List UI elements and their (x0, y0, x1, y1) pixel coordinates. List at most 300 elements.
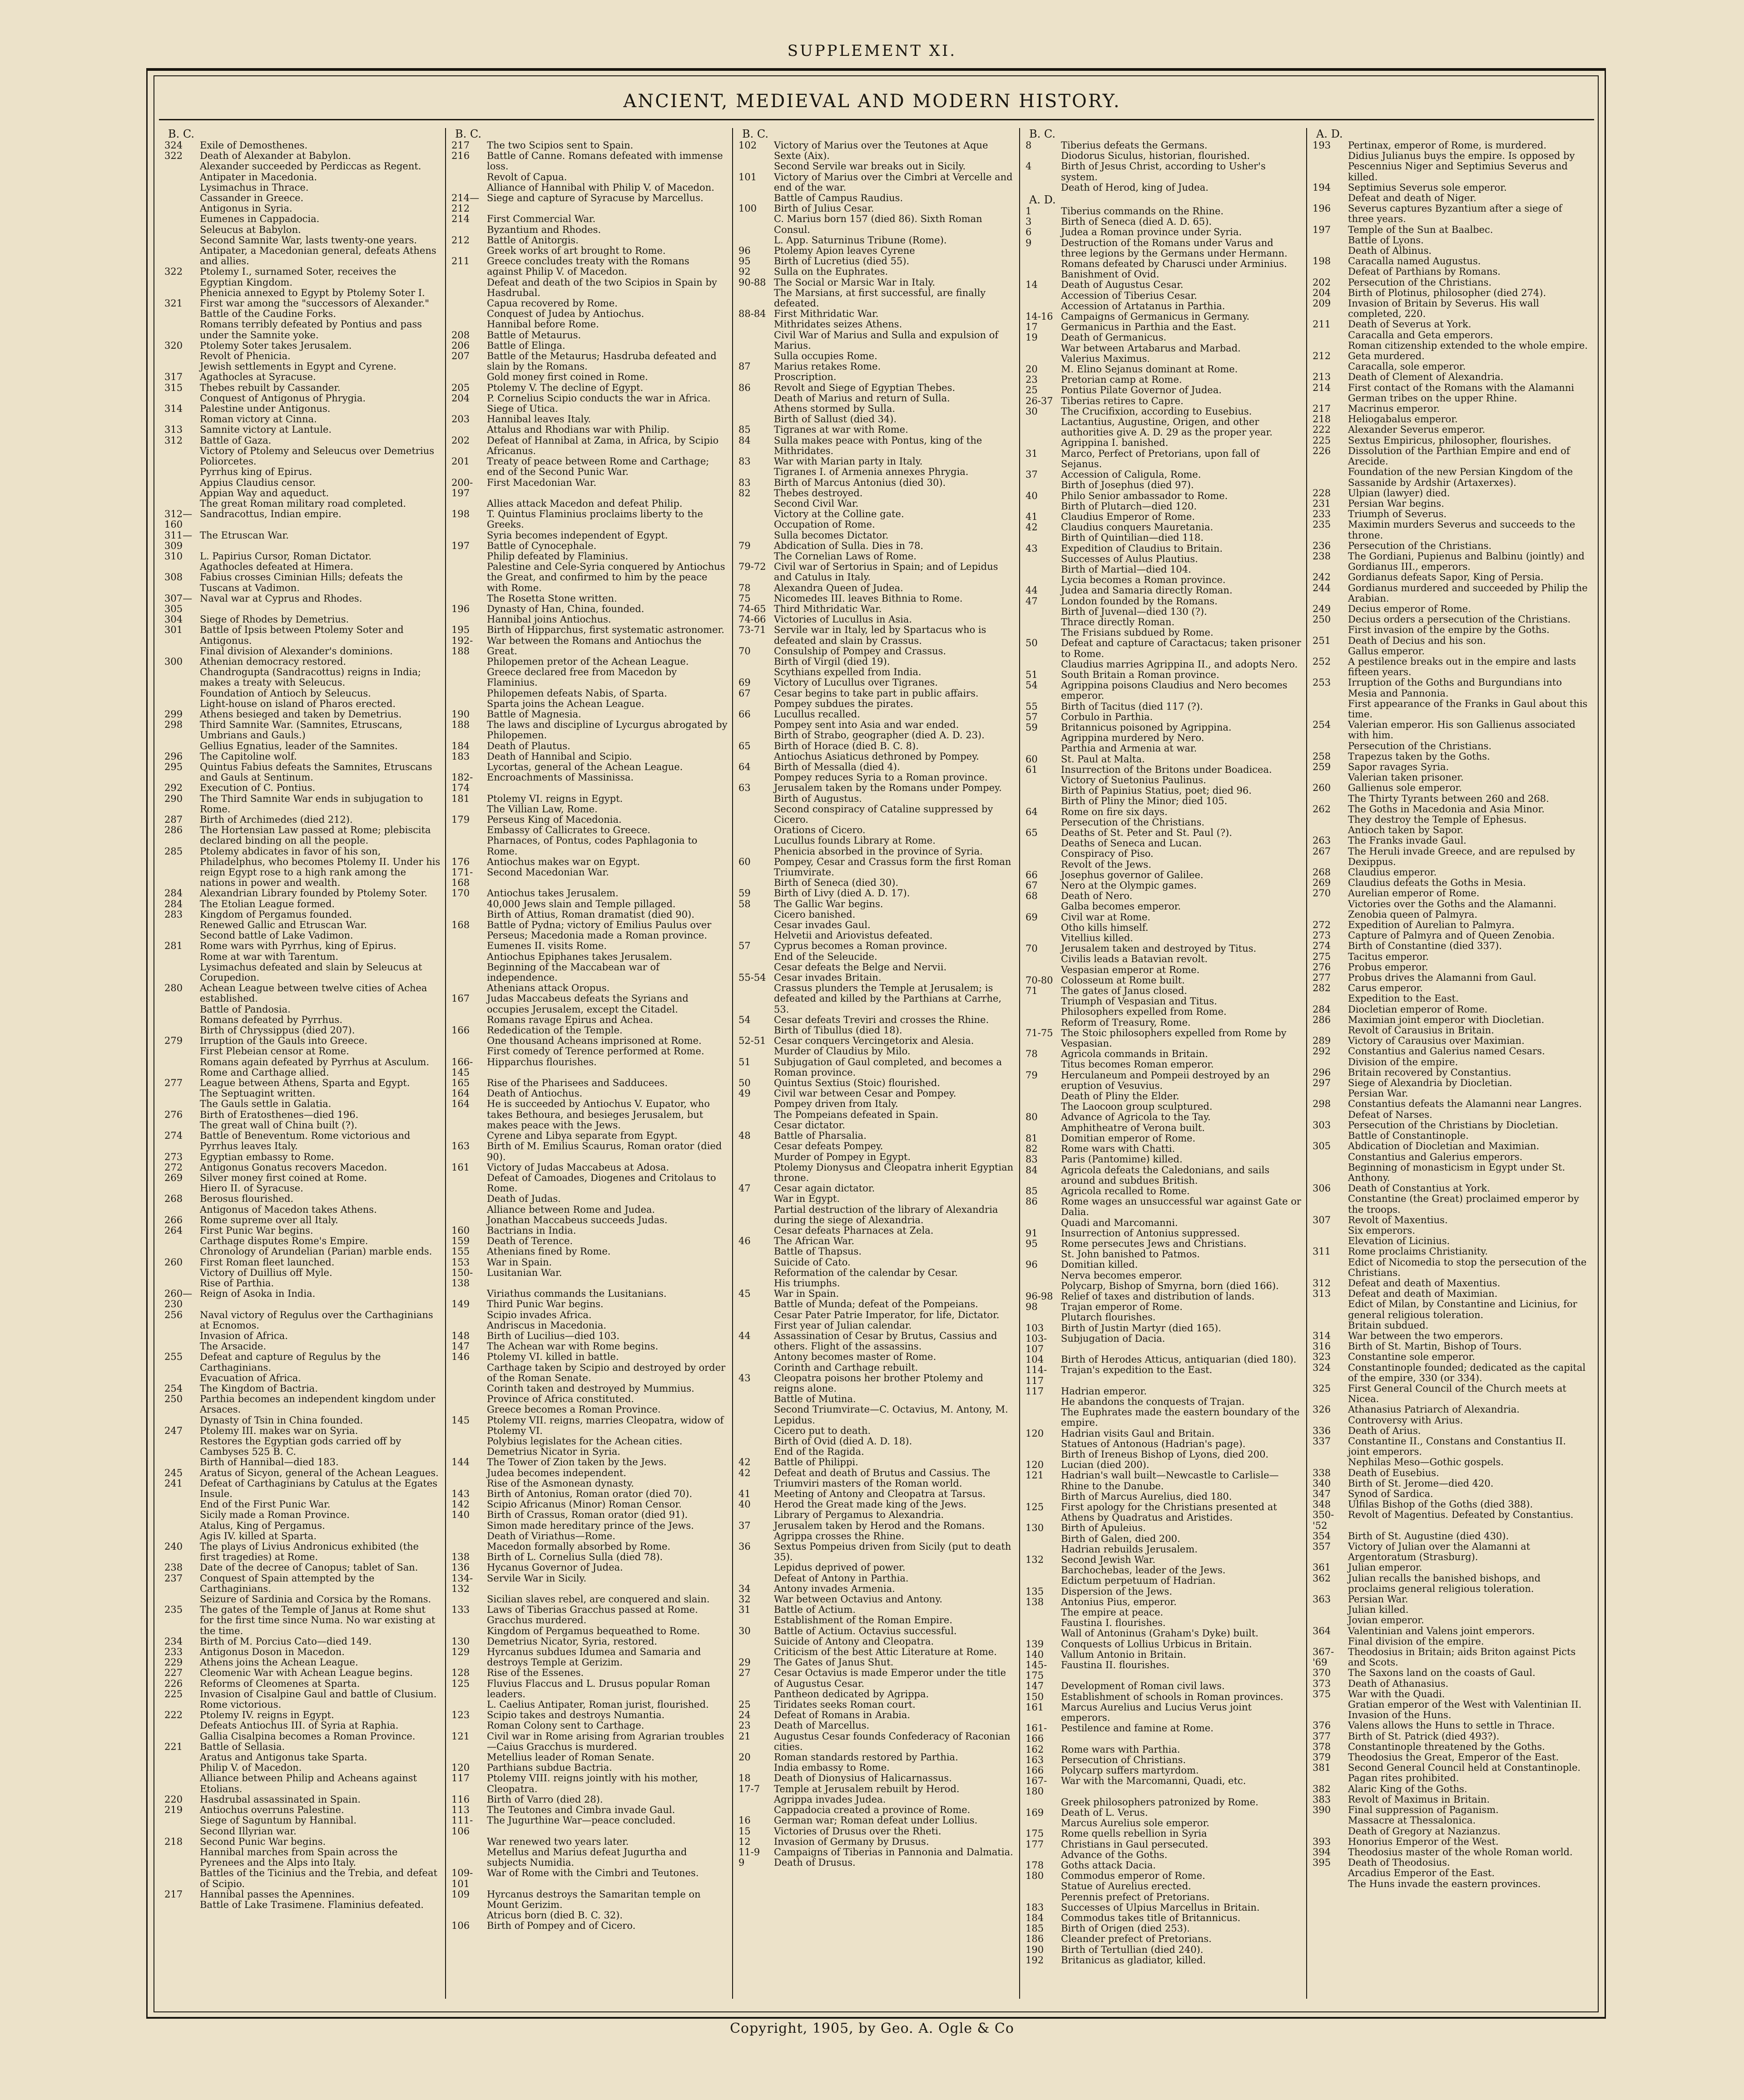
entry-event: Reign of Asoka in India. (200, 1288, 316, 1300)
entry-event: Kingdom of Pergamus bequeathed to Rome. (487, 1625, 700, 1636)
timeline-entry (738, 1352, 1015, 1362)
entry-event: Battle of Actium. (774, 1604, 856, 1616)
entry-event: Fabius crosses Ciminian Hills; defeats the Tuscans at Vadimon. (200, 572, 403, 593)
entry-event: London founded by the Romans. (1061, 595, 1218, 607)
timeline-entry (451, 383, 728, 393)
entry-year: 83 (738, 456, 751, 467)
entry-year (451, 225, 487, 235)
entry-year: 14-16 (1026, 311, 1053, 322)
entry-event: Valerian taken prisoner. (1348, 772, 1464, 783)
timeline-entry (1313, 741, 1590, 751)
entry-event: War in Spain. (487, 1256, 552, 1268)
entry-year: 147 (1026, 1680, 1044, 1692)
timeline-entry (164, 1162, 441, 1173)
entry-event: Encroachments of Massinissa. (487, 772, 634, 783)
entry-event: Marius retakes Rome. (774, 361, 881, 372)
timeline-entry (1313, 846, 1590, 867)
entry-year (738, 657, 774, 667)
entry-year (738, 1562, 774, 1573)
entry-year: 307 (1313, 1214, 1331, 1225)
timeline-entry (738, 1331, 1015, 1352)
entry-event: Marco, Perfect of Pretorians, upon fall of Sejanus. (1061, 448, 1259, 469)
timeline-entry (738, 762, 1015, 772)
entry-event: Birth of St. Martin, Bishop of Tours. (1348, 1341, 1522, 1352)
timeline-entry (738, 952, 1015, 962)
timeline-entry (738, 1110, 1015, 1120)
entry-event: Defeat of Hannibal at Zama, in Africa, by Scipio Africanus. (487, 435, 719, 456)
timeline-entry (1313, 699, 1590, 720)
timeline-entry (451, 1415, 728, 1436)
entry-event: Alexander Severus emperor. (1348, 424, 1486, 435)
timeline-entry (738, 1689, 1015, 1700)
entry-year: 229 (164, 1657, 183, 1668)
timeline-entry (1026, 449, 1302, 469)
entry-event: Constantine (the Great) proclaimed emperor by the troops. (1348, 1193, 1579, 1215)
entry-year (738, 920, 774, 930)
timeline-entry (738, 920, 1015, 930)
entry-year (451, 1720, 487, 1731)
timeline-entry (1026, 1818, 1302, 1828)
timeline-entry (738, 1120, 1015, 1131)
timeline-entry (164, 1173, 441, 1183)
timeline-entry (451, 1320, 728, 1331)
entry-event: Romans again defeated by Pyrrhus at Asculum. (200, 1056, 430, 1067)
timeline-entry (1026, 1397, 1302, 1407)
timeline-entry (164, 709, 441, 720)
entry-year (1026, 417, 1061, 438)
entry-year: 146 (451, 1351, 470, 1363)
entry-year (1026, 183, 1061, 193)
entry-year (164, 1373, 200, 1384)
entry-year (1313, 1162, 1348, 1183)
entry-year: 51 (1026, 669, 1038, 680)
entry-year (1313, 1615, 1348, 1626)
entry-year (1026, 1850, 1061, 1860)
entry-event: Hipparchus flourishes. (487, 1056, 597, 1067)
entry-event: Reform of Treasury, Rome. (1061, 1017, 1191, 1028)
entry-event: Defeat and death of Brutus and Cassius. The Triumviri masters of the Roman world. (774, 1467, 991, 1489)
entry-event: Consulship of Pompey and Crassus. (774, 645, 946, 657)
timeline-entry (1313, 920, 1590, 930)
entry-year (164, 646, 200, 657)
entry-event: Defeat of Carthaginians by Catulus at the Egates Insule. (200, 1477, 438, 1499)
entry-year: 393 (1313, 1836, 1331, 1847)
entry-year: 73-71 (738, 624, 766, 636)
entry-event: Byzantium and Rhodes. (487, 224, 601, 235)
entry-year (164, 1773, 200, 1794)
timeline-entry (164, 341, 441, 351)
timeline-entry (1026, 986, 1302, 996)
entry-year: 34 (738, 1583, 751, 1594)
entry-event: Agricola recalled to Rome. (1061, 1185, 1190, 1196)
timeline-entry (451, 404, 728, 414)
entry-year: 233 (164, 1646, 183, 1658)
entry-event: Birth of M. Emilius Scaurus, Roman orator (died 90). (487, 1141, 722, 1162)
entry-year (164, 235, 200, 246)
entry-year (1026, 291, 1061, 301)
entry-year (451, 1542, 487, 1552)
entry-year: 70 (1026, 943, 1038, 954)
entry-event: Romans terribly defeated by Pontius and pass under the Samnite yoke. (200, 319, 422, 341)
timeline-entry (738, 1394, 1015, 1404)
entry-year (738, 519, 774, 530)
entry-event: Silver money first coined at Rome. (200, 1172, 367, 1183)
entry-event: First year of Julian calendar. (774, 1319, 912, 1331)
timeline-entry (451, 1847, 728, 1868)
timeline-entry (1313, 825, 1590, 835)
entry-event: Valentinian and Valens joint emperors. (1348, 1625, 1535, 1636)
entry-year (738, 1436, 774, 1447)
entry-year (1026, 301, 1061, 311)
timeline-entry (1026, 1871, 1302, 1881)
entry-event: Aratus of Sicyon, general of the Achean Leagues. (200, 1467, 439, 1478)
entry-year (738, 1110, 774, 1120)
timeline-entry (164, 309, 441, 319)
entry-event: Cesar defeats the Belge and Nervii. (774, 961, 947, 973)
timeline-entry (1026, 1270, 1302, 1281)
entry-event: Herculaneum and Pompeii destroyed by an eruption of Vesuvius. (1061, 1069, 1270, 1091)
entry-year (164, 1415, 200, 1426)
entry-year: 250 (164, 1393, 183, 1405)
timeline-entry (451, 1552, 728, 1562)
entry-event: Invasion of Africa. (200, 1330, 288, 1341)
timeline-entry (164, 1152, 441, 1162)
timeline-entry (1313, 657, 1590, 677)
entry-year (164, 920, 200, 930)
timeline-entry (1026, 1428, 1302, 1439)
entry-event: Chronology of Arundelian (Parian) marble ends. (200, 1246, 432, 1257)
entry-event: Philip defeated by Flaminius. (487, 550, 629, 562)
entry-year: 90-88 (738, 277, 766, 288)
entry-event: War renewed two years later. (487, 1836, 629, 1847)
timeline-entry (738, 562, 1015, 583)
timeline-entry (164, 203, 441, 214)
timeline-entry (164, 1036, 441, 1046)
timeline-entry (738, 825, 1015, 835)
entry-event: Corbulo in Parthia. (1061, 711, 1153, 722)
entry-year (738, 372, 774, 382)
entry-year (738, 193, 774, 203)
entry-year: 96-98 (1026, 1290, 1053, 1302)
timeline-entry (1026, 860, 1302, 870)
entry-year: 256 (164, 1309, 183, 1320)
timeline-entry (738, 1025, 1015, 1036)
entry-year: 213 (1313, 371, 1331, 383)
timeline-entry (1026, 1639, 1302, 1650)
entry-event: Atalus, King of Pergamus. (200, 1520, 325, 1531)
entry-event: Temple of the Sun at Baalbec. (1348, 224, 1493, 235)
entry-event: Augustus Cesar founds Confederacy of Raconian cities. (774, 1730, 1011, 1752)
entry-event: T. Quintus Flaminius proclaims liberty to the Greeks. (487, 509, 703, 530)
entry-year: 98 (1026, 1301, 1038, 1313)
entry-event: Sulla makes peace with Pontus, king of the Mithridates. (774, 435, 982, 456)
timeline-entry (1313, 930, 1590, 941)
timeline-entry (1313, 1225, 1590, 1236)
timeline-entry (1313, 1815, 1590, 1826)
entry-year (1026, 151, 1061, 161)
entry-year (164, 172, 200, 183)
timeline-entry (451, 741, 728, 751)
timeline-entry (1026, 183, 1302, 193)
timeline-entry (738, 1773, 1015, 1784)
timeline-entry (164, 962, 441, 983)
entry-year (738, 404, 774, 414)
timeline-entry (164, 825, 441, 846)
timeline-entry (451, 1289, 728, 1299)
entry-event: Victories over the Goths and the Alamanni. (1348, 898, 1557, 909)
timeline-entry (738, 625, 1015, 646)
entry-year: 340 (1313, 1477, 1331, 1489)
entry-event: Athens joins the Achean League. (200, 1657, 358, 1668)
timeline-entry (1026, 838, 1302, 849)
timeline-entry (451, 1815, 728, 1836)
timeline-entry (1313, 1025, 1590, 1036)
entry-event: Thebes destroyed. (774, 487, 863, 499)
entry-year: 301 (164, 624, 183, 636)
timeline-entry (164, 267, 441, 287)
entry-event: Julian killed. (1348, 1604, 1409, 1616)
timeline-entry (738, 1594, 1015, 1605)
timeline-entry (738, 1141, 1015, 1151)
timeline-entry (164, 1710, 441, 1720)
entry-year: 166 (451, 1025, 470, 1036)
entry-year (1313, 772, 1348, 783)
entry-year: 312—160 (164, 509, 193, 530)
entry-event: First invasion of the empire by the Goths. (1348, 624, 1550, 636)
timeline-entry (738, 161, 1015, 172)
entry-year (1026, 1397, 1061, 1407)
entry-year (738, 962, 774, 973)
timeline-entry (738, 1257, 1015, 1268)
timeline-entry (738, 246, 1015, 256)
entry-event: Battle of Thapsus. (774, 1246, 862, 1257)
entry-event: Viriathus commands the Lusitanians. (487, 1288, 667, 1300)
entry-event: Battle of Beneventum. Rome victorious and Pyrrhus leaves Italy. (200, 1130, 411, 1152)
entry-event: First apology for the Christians presented at Athens by Quadratus and Aristides. (1061, 1502, 1277, 1523)
entry-event: Conquests of Lollius Urbicus in Britain. (1061, 1638, 1252, 1650)
timeline-entry (738, 1183, 1015, 1194)
entry-year (164, 1594, 200, 1605)
timeline-entry (1313, 1868, 1590, 1878)
entry-year: 337 (1313, 1435, 1331, 1447)
entry-year: 150-138 (451, 1267, 473, 1289)
entry-event: Birth of Strabo, geographer (died A. D. 23). (774, 730, 985, 741)
entry-year: 276 (164, 1109, 183, 1120)
timeline-entry (451, 1531, 728, 1542)
entry-year (738, 414, 774, 425)
entry-year: 138 (1026, 1596, 1044, 1607)
entry-event: Irruption of the Gauls into Greece. (200, 1035, 368, 1047)
entry-event: Claudius defeats the Goths in Mesia. (1348, 877, 1526, 889)
timeline-entry (1313, 541, 1590, 551)
timeline-entry (738, 1847, 1015, 1858)
entry-event: His triumphs. (774, 1277, 840, 1289)
entry-event: Birth of Constantine (died 337). (1348, 940, 1502, 952)
entry-year (738, 772, 774, 783)
entry-event: Aratus and Antigonus take Sparta. (200, 1752, 367, 1763)
entry-year: 231 (1313, 498, 1331, 509)
entry-event: Ulfilas Bishop of the Goths (died 388). (1348, 1499, 1533, 1510)
entry-event: Invasion of Cisalpine Gaul and battle of Clusium. Rome victorious. (200, 1688, 437, 1710)
entry-event: Birth of Pompey and of Cicero. (487, 1920, 636, 1932)
entry-event: Goths attack Dacia. (1061, 1859, 1156, 1871)
timeline-entry (451, 414, 728, 425)
entry-event: Expedition of Claudius to Britain. (1061, 543, 1223, 554)
entry-year (164, 214, 200, 224)
entry-year (738, 351, 774, 361)
entry-event: Antigonus of Macedon takes Athens. (200, 1204, 377, 1215)
timeline-entry (1026, 161, 1302, 182)
entry-year: 394 (1313, 1846, 1331, 1858)
entry-event: Appius Claudius censor. (200, 477, 316, 488)
timeline-entry (164, 478, 441, 488)
entry-event: Vallum Antonio in Britain. (1061, 1649, 1186, 1660)
timeline-entry (1026, 1502, 1302, 1523)
entry-event: The Crucifixion, according to Eusebius. (1061, 405, 1252, 417)
entry-year: 168 (451, 919, 470, 931)
entry-year (738, 393, 774, 404)
entry-year: 171-168 (451, 867, 473, 889)
timeline-entry (451, 1215, 728, 1225)
entry-year: 149 (451, 1299, 470, 1310)
entry-year: 383 (1313, 1794, 1331, 1805)
entry-event: Lucullus recalled. (774, 708, 860, 720)
entry-year (738, 952, 774, 962)
timeline-entry (738, 593, 1015, 604)
entry-event: Agrippa crosses the Rhine. (774, 1530, 905, 1542)
entry-event: Banishment of Ovid. (1061, 269, 1159, 280)
entry-event: Greece declared free from Macedon by Flaminius. (487, 667, 677, 688)
timeline-entry (164, 1099, 441, 1109)
entry-event: Rome persecutes Jews and Christians. (1061, 1238, 1247, 1249)
entry-year (164, 1720, 200, 1731)
timeline-entry (164, 1394, 441, 1415)
entry-year (1313, 1457, 1348, 1468)
entry-year (451, 1404, 487, 1415)
entry-year: 324 (1313, 1362, 1331, 1373)
entry-event: Murder of Pompey in Egypt. (774, 1151, 911, 1162)
entry-event: Gellius Egnatius, leader of the Samnites. (200, 740, 398, 751)
entry-year (738, 214, 774, 235)
timeline-entry (1026, 1154, 1302, 1165)
timeline-entry (1313, 225, 1590, 235)
entry-year: 255 (164, 1351, 183, 1363)
entry-event: Constantius and Galerius named Cesars. (1348, 1046, 1545, 1057)
entry-event: Quintus Sextius (Stoic) flourished. (774, 1077, 940, 1089)
entry-event: Battle of Munda; defeat of the Pompeians. (774, 1299, 978, 1310)
entry-event: Victory at the Colline gate. (774, 509, 904, 520)
entry-event: Pontius Pilate Governor of Judea. (1061, 385, 1222, 396)
entry-year: 197 (451, 540, 470, 551)
entry-event: Beginning of monasticism in Egypt under St. Anthony. (1348, 1161, 1566, 1183)
entry-year (164, 467, 200, 477)
timeline-entry (164, 741, 441, 751)
entry-year: 227 (164, 1667, 183, 1679)
entry-event: The Saxons land on the coasts of Gaul. (1348, 1667, 1536, 1679)
entry-event: Theodosius master of the whole Roman world. (1348, 1846, 1573, 1858)
entry-event: Capture of Palmyra and of Queen Zenobia. (1348, 930, 1555, 941)
entry-event: Victory of Marius over the Teutones at Aque Sexte (Aix). (774, 140, 988, 162)
timeline-entry (164, 1120, 441, 1131)
entry-year: 285 (164, 845, 183, 857)
entry-event: Revolt of Carausius in Britain. (1348, 1025, 1494, 1036)
timeline-entry (1026, 1492, 1302, 1502)
entry-year: 286 (164, 825, 183, 836)
timeline-entry (1026, 354, 1302, 364)
timeline-entry (738, 1668, 1015, 1689)
entry-event: Roman citizenship extended to the whole empire. (1348, 340, 1588, 351)
timeline-entry (738, 519, 1015, 530)
entry-event: Final suppression of Paganism. (1348, 1804, 1499, 1816)
entry-year (1026, 1018, 1061, 1028)
timeline-entry (451, 888, 728, 899)
entry-event: Valerian emperor. His son Gallienus associated with him. (1348, 719, 1576, 741)
entry-year (1313, 1110, 1348, 1120)
entry-year: 11-9 (738, 1846, 760, 1858)
entry-year (738, 983, 774, 1015)
timeline-entry (451, 1025, 728, 1036)
entry-year: 317 (164, 371, 183, 383)
entry-event: Defeat of Romans in Arabia. (774, 1710, 911, 1721)
timeline-entry (1313, 1289, 1590, 1299)
entry-event: Synod of Sardica. (1348, 1488, 1433, 1499)
timeline-entry (1313, 1794, 1590, 1805)
entry-year: 80 (1026, 1112, 1038, 1123)
entry-year (451, 1205, 487, 1215)
entry-event: Birth of Pliny the Minor; died 105. (1061, 796, 1228, 807)
timeline-entry (164, 172, 441, 183)
entry-event: Irruption of the Goths and Burgundians into Mesia and Pannonia. (1348, 677, 1562, 699)
entry-event: Death of Theodosius. (1348, 1857, 1450, 1868)
entry-year (1313, 1088, 1348, 1099)
entry-year (451, 1436, 487, 1447)
entry-year: 348 (1313, 1499, 1331, 1510)
entry-year (1026, 996, 1061, 1007)
entry-year: 202 (1313, 277, 1331, 288)
entry-event: Theodosius the Great, Emperor of the East. (1348, 1752, 1559, 1763)
entry-event: Birth of Juvenal—died 130 (?). (1061, 606, 1207, 617)
entry-event: Ptolemy VII. reigns, marries Cleopatra, widow of Ptolemy VI. (487, 1414, 724, 1436)
entry-event: Andriscus in Macedonia. (487, 1319, 607, 1331)
timeline-entry (164, 1067, 441, 1078)
timeline-entry (738, 214, 1015, 235)
timeline-entry (738, 383, 1015, 393)
timeline-entry (164, 140, 441, 151)
entry-year: 206 (451, 340, 470, 351)
entry-year (738, 1246, 774, 1257)
entry-year (1026, 1281, 1061, 1291)
timeline-entry (164, 1088, 441, 1099)
entry-event: Execution of C. Pontius. (200, 782, 316, 794)
timeline-entry (1026, 1302, 1302, 1312)
entry-event: Sicily made a Roman Province. (200, 1509, 350, 1521)
timeline-entry (1026, 891, 1302, 901)
entry-event: First appearance of the Franks in Gaul about this time. (1348, 698, 1588, 720)
entry-event: Palestine and Cele-Syria conquered by Antiochus the Great, and confirmed to him by the peace with Rome. (487, 561, 725, 593)
timeline-entry (451, 277, 728, 298)
timeline-entry (451, 636, 728, 657)
entry-year: 23 (1026, 374, 1038, 385)
entry-event: Ptolemy Soter takes Jerusalem. (200, 340, 352, 351)
entry-year (738, 835, 774, 846)
timeline-entry (1313, 909, 1590, 920)
entry-year (738, 846, 774, 857)
timeline-entry (164, 720, 441, 741)
entry-event: Battle of Gaza. (200, 435, 272, 446)
entry-event: Agathocles defeated at Himera. (200, 561, 353, 573)
timeline-entry (164, 1331, 441, 1341)
entry-year (1026, 1607, 1061, 1618)
